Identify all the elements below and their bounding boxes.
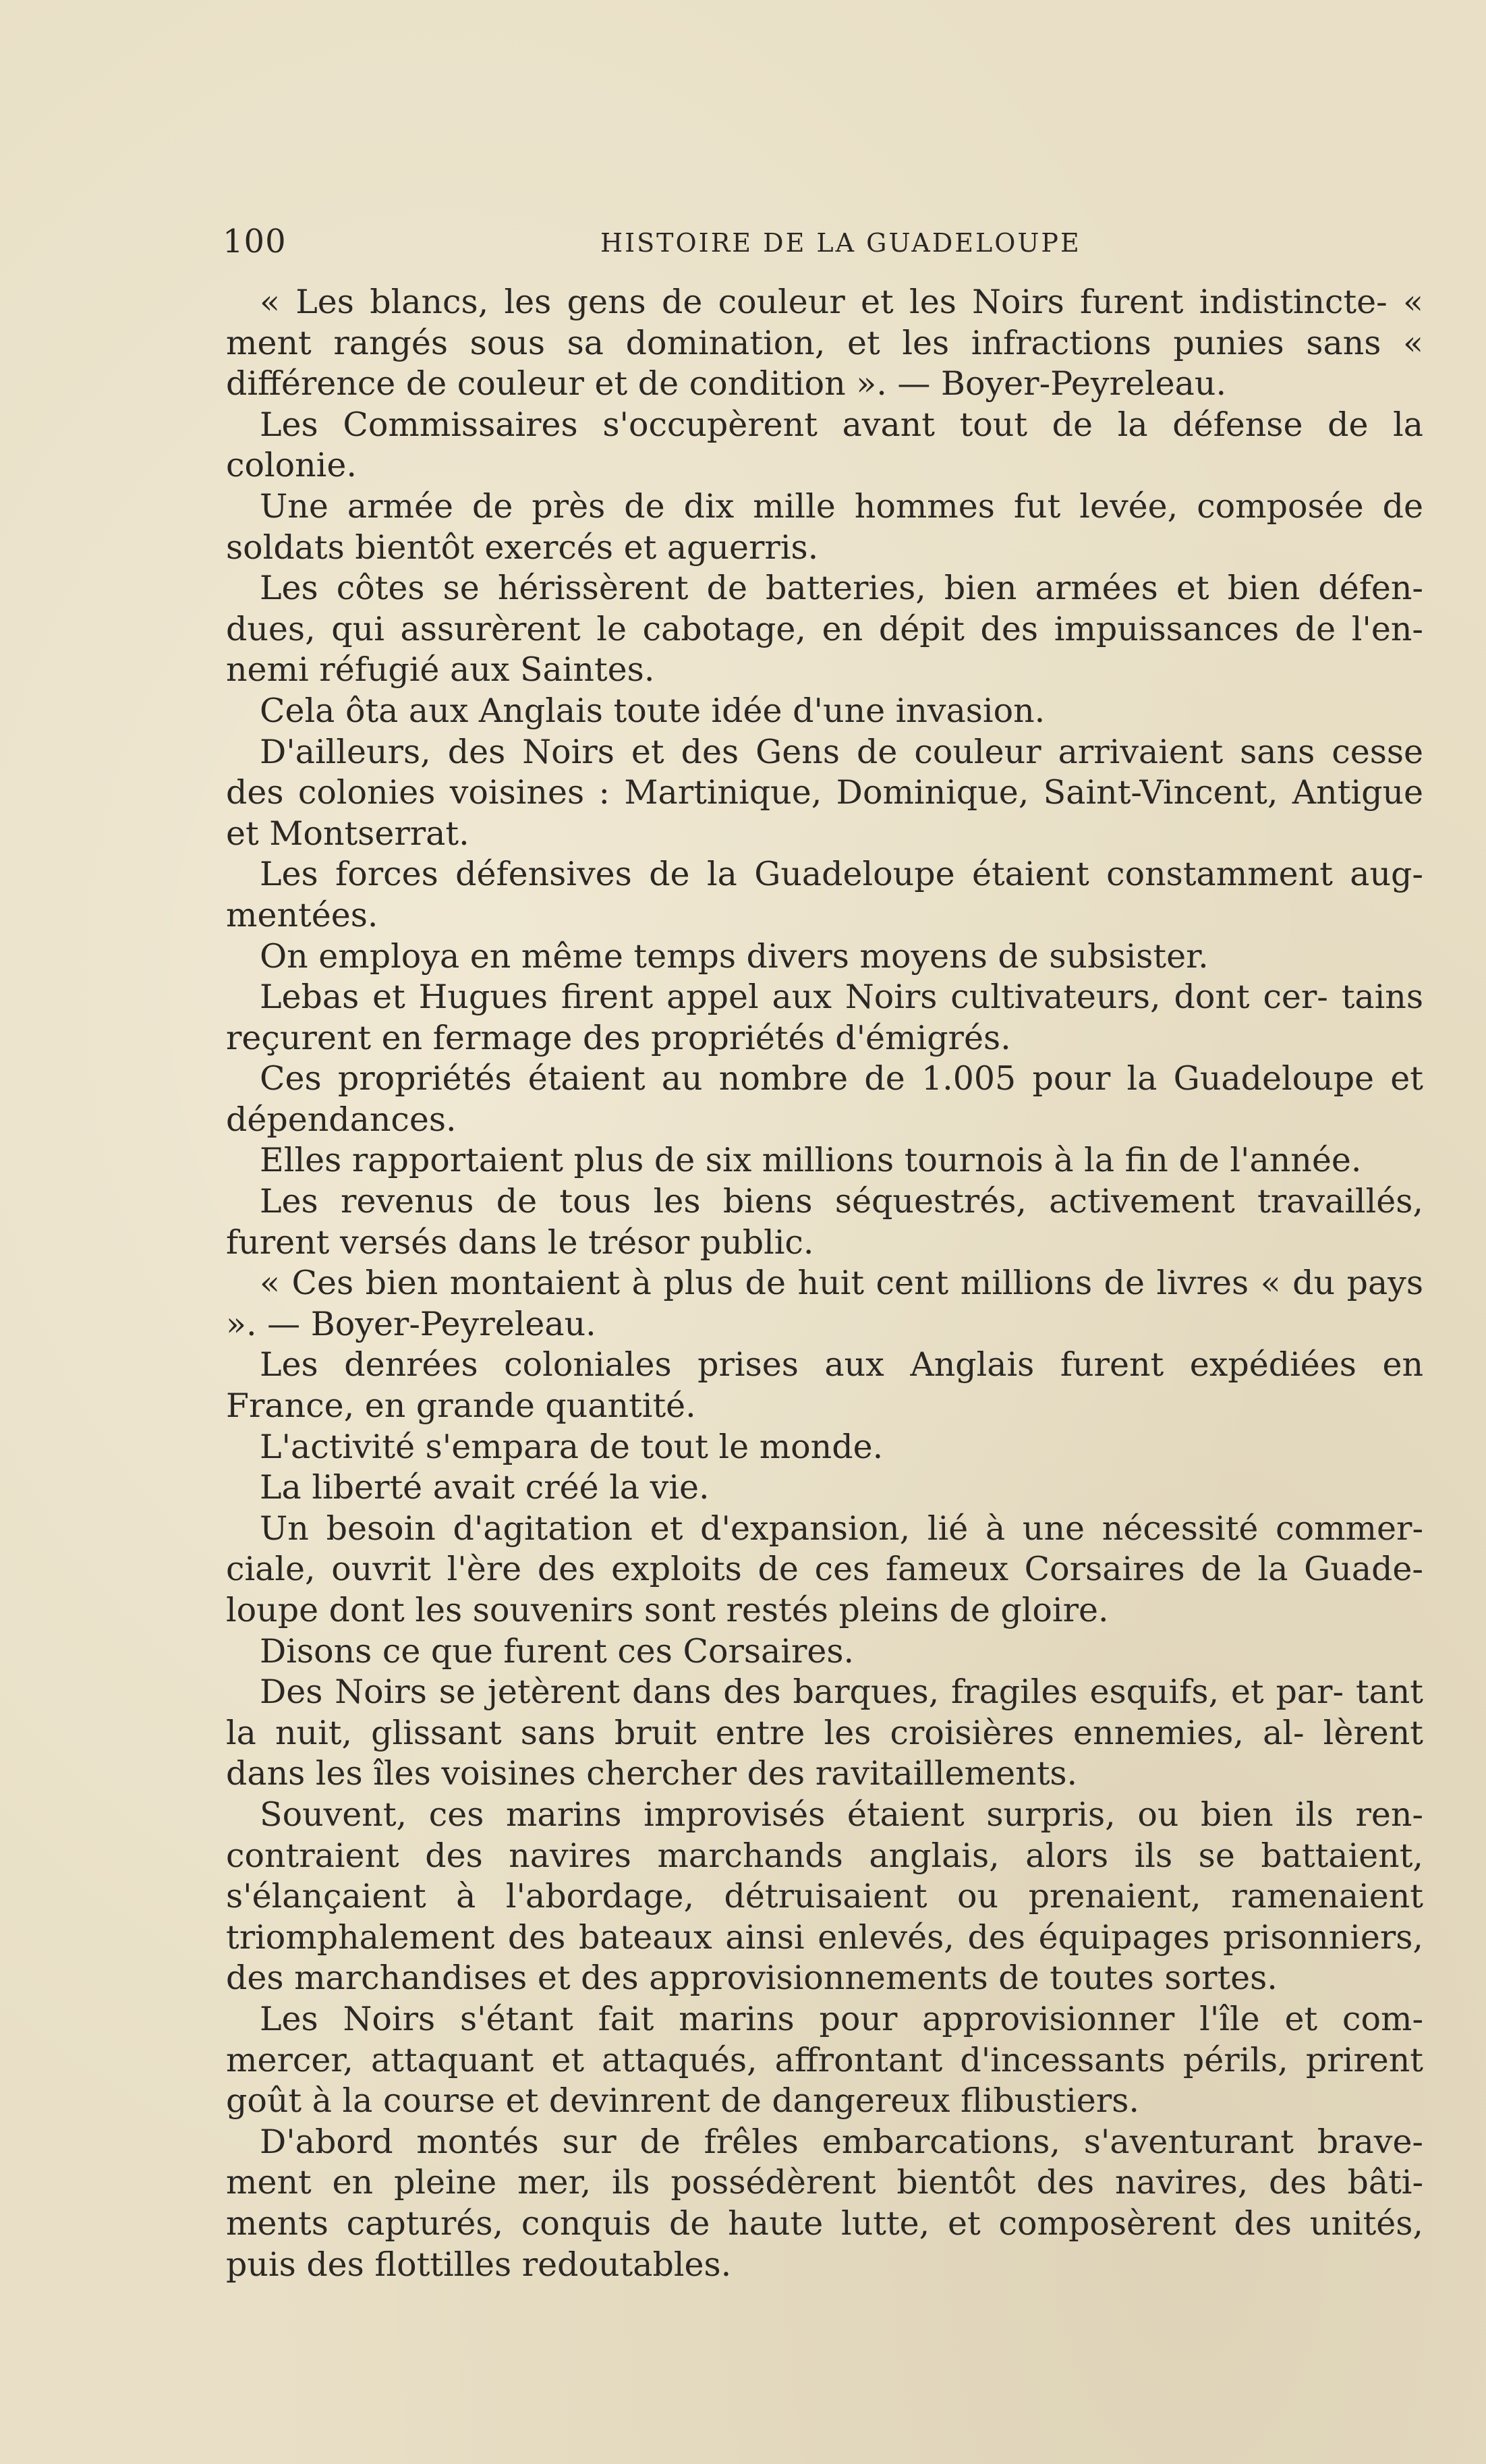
- paragraph: Une armée de près de dix mille hommes fut levée, composée de soldats bientôt exercés et aguerris.: [226, 486, 1423, 567]
- running-title: HISTOIRE DE LA GUADELOUPE: [600, 228, 1081, 258]
- paragraph: Ces propriétés étaient au nombre de 1.005 pour la Guadeloupe et dépendances.: [226, 1059, 1423, 1139]
- paragraph: D'ailleurs, des Noirs et des Gens de couleur arrivaient sans cesse des colonies voisines : Martinique, Dominique, Saint-Vincent, Antigue et Montserrat.: [226, 732, 1423, 853]
- page-number: 100: [223, 223, 287, 260]
- paragraph: On employa en même temps divers moyens de subsister.: [260, 936, 1209, 976]
- paragraph: Les revenus de tous les biens séquestrés, activement travaillés, furent versés dans le trésor public.: [226, 1182, 1423, 1262]
- paragraph: D'abord montés sur de frêles embarcations, s'aventurant brave- ment en pleine mer, ils possédèrent bientôt des navires, des bâti- ments capturés, conquis de haute lutte, et composèrent des unités, puis des flottilles redoutables.: [226, 2122, 1423, 2284]
- paragraph: Un besoin d'agitation et d'expansion, lié à une nécessité commer- ciale, ouvrit l'ère des exploits de ces fameux Corsaires de la Guade- loupe dont les souvenirs sont restés pleins de gloire.: [226, 1509, 1423, 1629]
- paragraph: Disons ce que furent ces Corsaires.: [260, 1631, 855, 1671]
- paragraph: « Les blancs, les gens de couleur et les Noirs furent indistincte- « ment rangés sous sa domination, et les infractions punies sans « différence de couleur et de condition ». — Boyer-Peyreleau.: [226, 283, 1423, 403]
- paragraph: Les denrées coloniales prises aux Anglais furent expédiées en France, en grande quantité.: [226, 1345, 1423, 1426]
- body-text: [226, 282, 1423, 2285]
- page-header: [223, 223, 1417, 263]
- paragraph: Les forces défensives de la Guadeloupe étaient constamment aug- mentées.: [226, 855, 1423, 934]
- paragraph: Lebas et Hugues firent appel aux Noirs cultivateurs, dont cer- tains reçurent en fermage des propriétés d'émigrés.: [226, 978, 1423, 1057]
- paragraph: Cela ôta aux Anglais toute idée d'une invasion.: [260, 691, 1046, 730]
- paragraph: « Ces bien montaient à plus de huit cent millions de livres « du pays ». — Boyer-Peyreleau.: [226, 1264, 1423, 1343]
- paragraph: Les Commissaires s'occupèrent avant tout de la défense de la colonie.: [226, 405, 1423, 485]
- paragraph: Les côtes se hérissèrent de batteries, bien armées et bien défen- dues, qui assurèrent le cabotage, en dépit des impuissances de l'en- nemi réfugié aux Saintes.: [226, 569, 1423, 690]
- paragraph: L'activité s'empara de tout le monde.: [260, 1427, 884, 1466]
- paragraph: Souvent, ces marins improvisés étaient surpris, ou bien ils ren- contraient des navires marchands anglais, alors ils se battaient, s'élançaient à l'abordage, détruisaient ou prenaient, ramenaient triomphalement des bateaux ainsi enlevés, des équipages prisonniers, des marchandises et des approvisionnements de toutes sortes.: [226, 1795, 1423, 1998]
- paragraph: Les Noirs s'étant fait marins pour approvisionner l'île et com- mercer, attaquant et attaqués, affrontant d'incessants périls, prirent goût à la course et devinrent de dangereux flibustiers.: [226, 1999, 1423, 2121]
- paragraph: Des Noirs se jetèrent dans des barques, fragiles esquifs, et par- tant la nuit, glissant sans bruit entre les croisières ennemies, al- lèrent dans les îles voisines chercher des ravitaillements.: [226, 1673, 1423, 1793]
- paragraph: La liberté avait créé la vie.: [260, 1468, 710, 1507]
- paragraph: Elles rapportaient plus de six millions tournois à la fin de l'année.: [260, 1141, 1362, 1180]
